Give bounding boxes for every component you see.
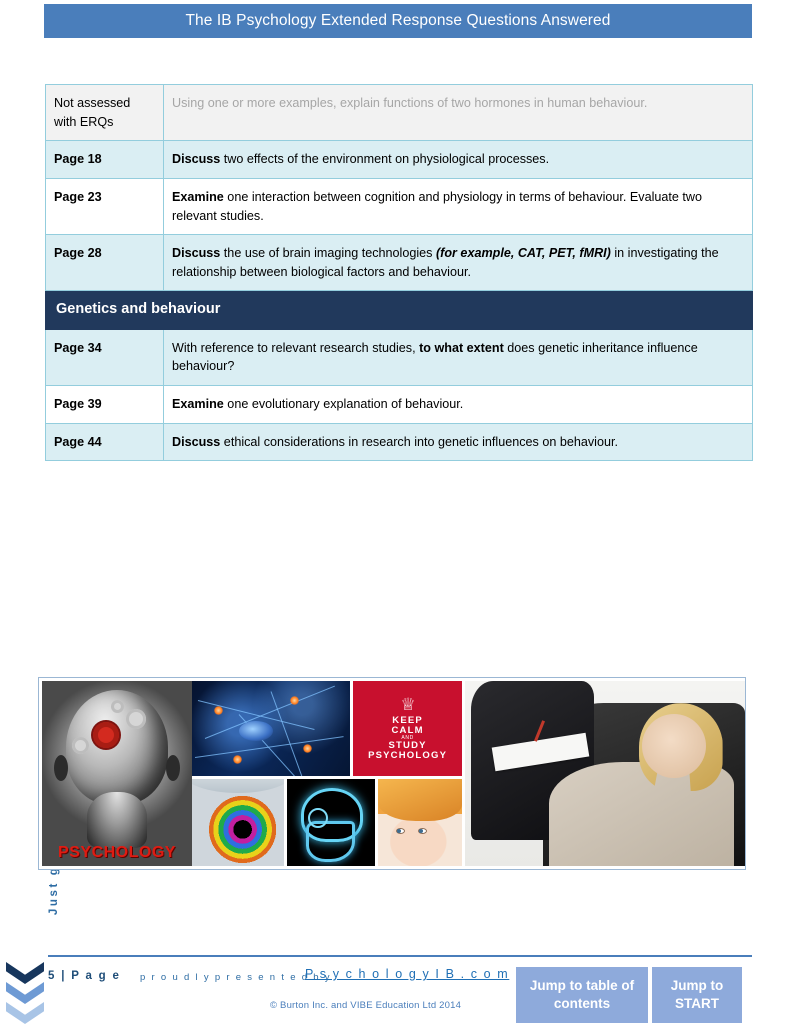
- page-ref-cell: Page 39: [46, 386, 164, 424]
- neuron-fiber: [195, 736, 344, 758]
- crown-icon: ♕: [400, 695, 415, 715]
- chevron-down-icon: [6, 982, 44, 1004]
- command-term: Discuss: [172, 434, 221, 449]
- command-term: Discuss: [172, 152, 221, 167]
- question-text: two effects of the environment on physiological processes.: [220, 152, 550, 167]
- chevron-down-icon: [6, 962, 44, 984]
- jump-to-table-of-contents-button[interactable]: Jump to table of contents: [516, 967, 648, 1023]
- section-header-row: [46, 291, 753, 329]
- page-title-banner: [44, 4, 752, 38]
- ear-shape: [54, 755, 68, 781]
- collage-column-left: [42, 681, 192, 866]
- command-term: Discuss: [172, 246, 221, 261]
- page-ref-cell: Page 23: [46, 178, 164, 234]
- girl-looking-up-image: [378, 779, 462, 866]
- gear-icon: [111, 700, 124, 713]
- table-row: [46, 85, 753, 141]
- ear-shape: [166, 755, 180, 781]
- table-row: [46, 329, 753, 385]
- collage-column-middle: [192, 681, 462, 866]
- question-text-part2: in investigating the relationship between biological factors and behaviour.: [172, 246, 719, 279]
- copyright-notice: © Burton Inc. and VIBE Education Ltd 2014: [270, 1000, 462, 1011]
- rainbow-eye-image: [192, 779, 284, 866]
- keep-calm-line4: STUDY: [388, 740, 427, 752]
- page-ref-cell: Page 18: [46, 141, 164, 179]
- command-term: Examine: [172, 397, 224, 412]
- erq-table: [45, 84, 753, 461]
- gear-icon: [93, 722, 119, 748]
- synapse-spark: [290, 696, 299, 705]
- question-cell: Using one or more examples, explain functions of two hormones in human behaviour.: [164, 85, 753, 141]
- therapy-session-image: [465, 681, 745, 866]
- synapse-spark: [214, 706, 223, 715]
- jump-to-start-button[interactable]: Jump to START: [652, 967, 742, 1023]
- pupil-shape: [419, 829, 423, 833]
- chevron-logo: [6, 962, 46, 1030]
- client-head-shape: [642, 714, 706, 778]
- page-ref-cell: Not assessed with ERQs: [46, 85, 164, 141]
- synapse-spark: [233, 755, 242, 764]
- question-text-part1: With reference to relevant research studies,: [172, 340, 420, 355]
- footer-divider: [48, 955, 752, 957]
- question-text-part2: does genetic inheritance influence behaviour?: [172, 340, 698, 374]
- synapse-spark: [303, 744, 312, 753]
- page-number: 5 | P a g e: [48, 970, 121, 982]
- question-example: (for example, CAT, PET, fMRI): [435, 246, 611, 261]
- website-link[interactable]: P s y c h o l o g y I B . c o m: [305, 967, 510, 981]
- chevron-down-icon: [6, 1002, 44, 1024]
- collage-column-right: [462, 681, 742, 866]
- table-row: [46, 386, 753, 424]
- gear-icon: [126, 709, 146, 729]
- neuron-cell-body: [239, 721, 273, 741]
- presented-by-label: p r o u d l y p r e s e n t e d b y: [140, 972, 332, 983]
- question-cell: [164, 235, 753, 291]
- question-text: one evolutionary explanation of behaviour.: [223, 397, 464, 412]
- table-row: [46, 141, 753, 179]
- command-term: Examine: [172, 189, 224, 204]
- brain-image-caption: PSYCHOLOGY: [58, 844, 176, 861]
- brain-gears-image: [42, 681, 192, 866]
- question-text: ethical considerations in research into genetic influences on behaviour.: [220, 434, 618, 449]
- keep-calm-poster-image: [353, 681, 462, 776]
- question-cell: [164, 141, 753, 179]
- question-cell: [164, 386, 753, 424]
- page-ref-cell: Page 34: [46, 329, 164, 385]
- pupil-shape: [397, 829, 401, 833]
- table-row: [46, 235, 753, 291]
- question-cell: [164, 329, 753, 385]
- question-cell: [164, 178, 753, 234]
- keep-calm-line2: CALM: [391, 724, 424, 736]
- hair-shape: [378, 779, 462, 821]
- keep-calm-line3: AND: [401, 734, 414, 741]
- command-term: to what extent: [419, 340, 504, 355]
- neuron-network-image: [192, 681, 350, 776]
- page-ref-cell: Page 28: [46, 235, 164, 291]
- table-row: [46, 423, 753, 461]
- collage-bottom-strip: [192, 779, 462, 866]
- image-collage: [38, 677, 746, 870]
- page-ref-cell: Page 44: [46, 423, 164, 461]
- section-title: Genetics and behaviour: [46, 291, 753, 329]
- eyelid-shape: [192, 779, 284, 793]
- question-text: one interaction between cognition and physiology in terms of behaviour. Evaluate two relevant studies.: [172, 189, 702, 223]
- gear-icon: [72, 737, 89, 754]
- keep-calm-line5: PSYCHOLOGY: [368, 750, 448, 762]
- neck-shape: [87, 792, 147, 848]
- keep-calm-line1: KEEP: [392, 714, 423, 726]
- skull-xray-image: [287, 779, 375, 866]
- table-row: [46, 178, 753, 234]
- xray-eye-socket: [308, 808, 328, 828]
- question-cell: [164, 423, 753, 461]
- page-title: The IB Psychology Extended Response Questions Answered: [185, 12, 611, 29]
- question-text-part1: the use of brain imaging technologies: [220, 246, 436, 261]
